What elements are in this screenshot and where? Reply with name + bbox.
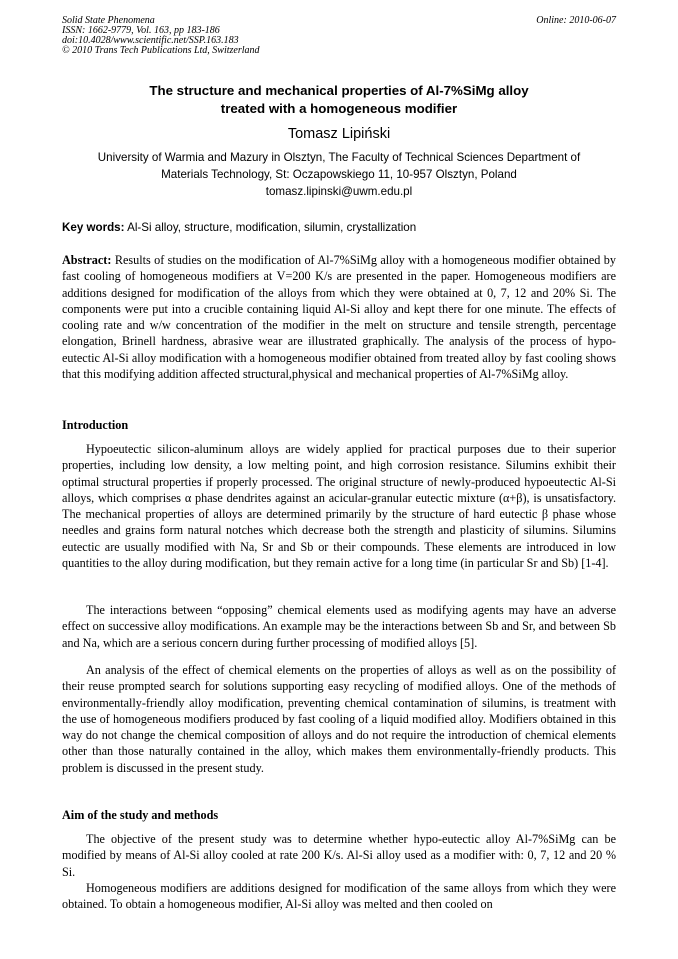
- journal-name: Solid State Phenomena: [62, 15, 155, 26]
- intro-paragraph-1: Hypoeutectic silicon-aluminum alloys are widely applied for practical purposes due to their superior properties, including low density, a low melting point, and high corrosion resistance. Silumins exhibit their optimal structural properties if properly processed. The original structure of newly-produced hypoeutectic Al-Si alloys, which comprises α phase dendrites against an acicular-granular eutectic mixture (α+β), is unsatisfactory. The mechanical properties of alloys are determined primarily by the structure of hard eutectic β phase whose needles and grains form natural notches which decrease both the strength and plasticity of silumins. Silumins eutectic are usually modified with Na, Sr and Sb or their compounds. These elements are introduced in low quantities to the alloy during modification, but they remain active for a long time (in particular Sr and Sb) [1-4].: [62, 442, 616, 571]
- aim-paragraph-1: The objective of the present study was to determine whether hypo-eutectic alloy Al-7%SiMg can be modified by means of Al-Si alloy cooled at rate 200 K/s. Al-Si alloy used as a modifier with: 0, 7, 12 and 20 % Si.: [62, 832, 616, 879]
- paper-title: [62, 82, 616, 118]
- keywords-label: Key words:: [62, 221, 125, 234]
- online-date: Online: 2010-06-07: [536, 15, 616, 26]
- intro-paragraph-3: An analysis of the effect of chemical elements on the properties of alloys as well as on the possibility of their reuse prompted search for solutions supporting easy recycling of modified alloys. One of the methods of environmentally-friendly alloy modification, preventing chemical contamination of silumins, is treatment with the use of homogeneous modifiers produced by fast cooling of a liquid modified alloy. Modifiers obtained in this way do not change the chemical composition of alloys and do not require the introduction of chemical elements other than those naturally contained in the alloy, which makes them environmentally-friendly products. This problem is discussed in the present study.: [62, 663, 616, 775]
- affiliation: [62, 149, 616, 183]
- author-email: tomasz.lipinski@uwm.edu.pl: [265, 185, 413, 198]
- aim-heading: Aim of the study and methods: [62, 808, 219, 822]
- journal-header: [62, 16, 260, 56]
- keywords: [62, 220, 616, 236]
- keywords-text: Al-Si alloy, structure, modification, silumin, crystallization: [124, 221, 417, 234]
- intro-heading: Introduction: [62, 418, 129, 432]
- issn-line: ISSN: 1662-9779, Vol. 163, pp 183-186: [62, 25, 220, 36]
- title-line-2: treated with a homogeneous modifier: [220, 101, 458, 116]
- abstract-text: Results of studies on the modification of Al-7%SiMg alloy with a homogeneous modifier obtained by fast cooling of homogeneous modifiers at V=200 K/s are presented in the paper. Homogeneous modifiers are additions designed for modification of the alloys from which they were obtained at 0, 7, 12 and 20% Si. The components were put into a crucible containing liquid Al-Si alloy and kept there for one minute. The effects of cooling rate and w/w concentration of the modifier in the melt on structure and tensile strength, percentage elongation, Brinell hardness, abrasive wear are illustrated graphically. The analysis of the process of hypo-eutectic Al-Si alloy modification with a homogeneous modifier obtained from treated alloy by fast cooling shows that this modifying addition affected structural,physical and mechanical properties of Al-7%SiMg alloy.: [62, 253, 616, 382]
- affiliation-line-1: University of Warmia and Mazury in Olsztyn, The Faculty of Technical Sciences Department of: [97, 151, 581, 164]
- title-line-1: The structure and mechanical properties of Al-7%SiMg alloy: [149, 83, 529, 98]
- intro-paragraph-2: The interactions between “opposing” chemical elements used as modifying agents may have an adverse effect on successive alloy modifications. An example may be the interactions between Sb and Sr, and between Sb and Na, which are a serious concern during further processing of modified alloys [5].: [62, 603, 616, 650]
- author-name: Tomasz Lipiński: [287, 126, 391, 142]
- abstract-label: Abstract:: [62, 253, 112, 267]
- abstract: [62, 252, 616, 382]
- doi-line: doi:10.4028/www.scientific.net/SSP.163.183: [62, 35, 239, 46]
- affiliation-line-2: Materials Technology, St: Oczapowskiego 11, 10-957 Olsztyn, Poland: [161, 168, 517, 181]
- aim-paragraph-2: Homogeneous modifiers are additions designed for modification of the same alloys from which they were obtained. To obtain a homogeneous modifier, Al-Si alloy was melted and then cooled on: [62, 881, 616, 912]
- copyright-line: © 2010 Trans Tech Publications Ltd, Switzerland: [62, 45, 260, 56]
